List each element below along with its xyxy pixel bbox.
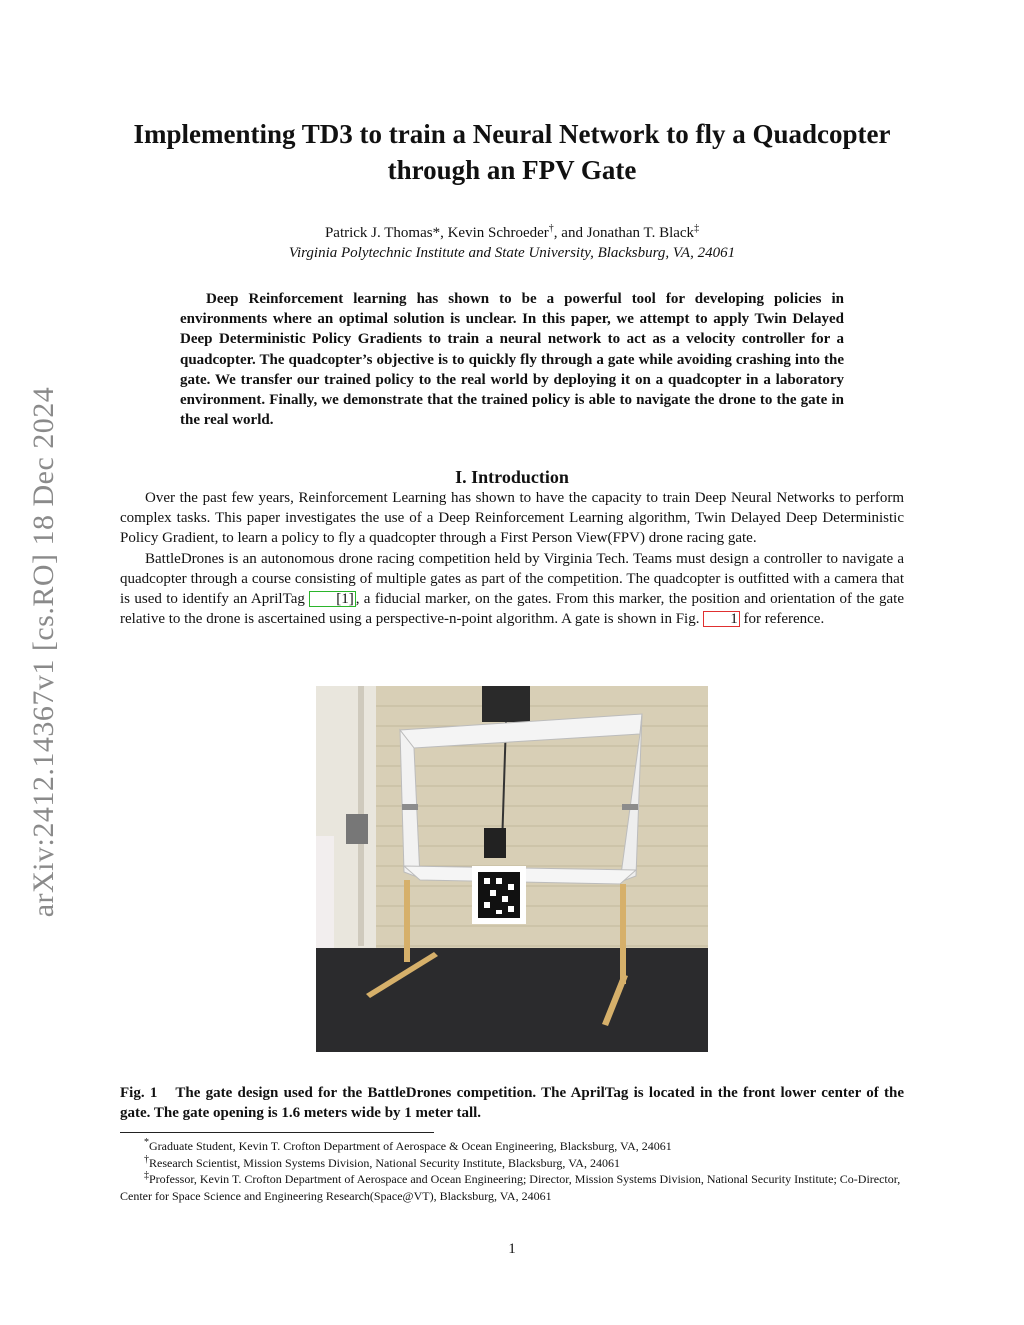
footnote-3-mark: ‡ <box>144 1170 149 1181</box>
paragraph-2-text-a: BattleDrones is an autonomous drone racing competition held by Virginia Tech. Teams must design a controller to navigate a quadcopter through a course consisting of multiple gates as part of the competition. The quadcopter is outfitted with a camera that is used to identify an AprilTag <box>120 550 904 608</box>
title-line-1: Implementing TD3 to train a Neural Network to fly a Quadcopter <box>133 119 891 149</box>
stand-left-post <box>404 880 410 962</box>
author-separator: , and <box>553 225 587 241</box>
section-body <box>120 488 904 629</box>
footnote-1-mark: * <box>144 1137 149 1148</box>
author-3-mark: ‡ <box>694 223 700 234</box>
footnote-3-text: Professor, Kevin T. Crofton Department of Aerospace and Ocean Engineering; Director, Mission Systems Division, National Security Institute; Co-Director, Center for Space Science and Engineering Research(Space@VT), Blacksburg, VA, 24061 <box>120 1172 901 1203</box>
floor <box>316 948 708 1052</box>
footnote-divider <box>120 1132 434 1133</box>
tape-mark <box>622 804 638 810</box>
gate-photo-illustration <box>316 686 708 1052</box>
footnote-1 <box>120 1138 904 1155</box>
side-panel <box>316 836 334 956</box>
citation-link[interactable]: [1] <box>309 591 356 607</box>
paragraph-2-text-c: for reference. <box>739 611 825 628</box>
gate-photo <box>316 686 708 1052</box>
paragraph-2 <box>120 549 904 630</box>
wall-device <box>346 814 368 844</box>
figure-ref-link[interactable]: 1 <box>703 611 740 627</box>
footnote-2 <box>120 1155 904 1172</box>
author-1: Patrick J. Thomas <box>324 225 433 241</box>
author-separator: , <box>440 225 448 241</box>
stand-right-post <box>620 884 626 984</box>
wall-camera <box>484 828 506 858</box>
footnote-2-text: Research Scientist, Mission Systems Division, National Security Institute, Blacksburg, VA, 24061 <box>149 1155 620 1170</box>
abstract: Deep Reinforcement learning has shown to be a powerful tool for developing policies in environments where an optimal solution is unclear. In this paper, we attempt to apply Twin Delayed Deep Deterministic Policy Gradients to train a neural network to act as a velocity controller for a quadcopter. The quadcopter’s objective is to quickly fly through a gate while avoiding crashing into the gate. We transfer our trained policy to the real world by deploying it on a quadcopter in a laboratory environment. Finally, we demonstrate that the trained policy is able to navigate the drone to the gate in the real world. <box>180 291 844 429</box>
author-3: Jonathan T. Black <box>586 225 695 241</box>
author-1-mark: * <box>432 225 441 241</box>
paragraph-1: Over the past few years, Reinforcement Learning has shown to have the capacity to train Deep Neural Networks to perform complex tasks. This paper investigates the use of a Deep Reinforcement Learning algorithm, Twin Delayed Deep Deterministic Policy Gradient, to learn a policy to fly a quadcopter through a First Person View(FPV) drone racing gate. <box>120 490 904 547</box>
paper-title <box>110 116 914 188</box>
section-heading: I. Introduction <box>455 467 569 487</box>
footnote-1-text: Graduate Student, Kevin T. Crofton Department of Aerospace & Ocean Engineering, Blacksburg, VA, 24061 <box>149 1139 672 1153</box>
ceiling-camera <box>482 686 530 722</box>
affiliation: Virginia Polytechnic Institute and State University, Blacksburg, VA, 24061 <box>288 245 736 261</box>
author-2-mark: † <box>548 223 554 234</box>
footnotes <box>120 1138 904 1204</box>
arxiv-identifier: arXiv:2412.14367v1 [cs.RO] 18 Dec 2024 <box>27 386 60 918</box>
figure-label: Fig. 1 <box>120 1085 158 1101</box>
paragraph-2-text-b: , a fiducial marker, on the gates. From this marker, the position and orientation of the gate relative to the drone is ascertained using a perspective-n-point algorithm. A gate is shown in Fig. <box>120 591 904 628</box>
author-2: Kevin Schroeder <box>447 225 549 241</box>
author-block <box>110 223 914 263</box>
footnote-2-mark: † <box>144 1153 149 1165</box>
page-number: 1 <box>508 1241 516 1257</box>
figure-caption-text: The gate design used for the BattleDrones competition. The AprilTag is located in the front lower center of the gate. The gate opening is 1.6 meters wide by 1 meter tall. <box>120 1085 904 1122</box>
figure-caption <box>120 1083 904 1123</box>
title-line-2: through an FPV Gate <box>387 155 637 185</box>
tape-mark <box>402 804 418 810</box>
footnote-3 <box>120 1171 904 1204</box>
author-list <box>110 223 914 243</box>
